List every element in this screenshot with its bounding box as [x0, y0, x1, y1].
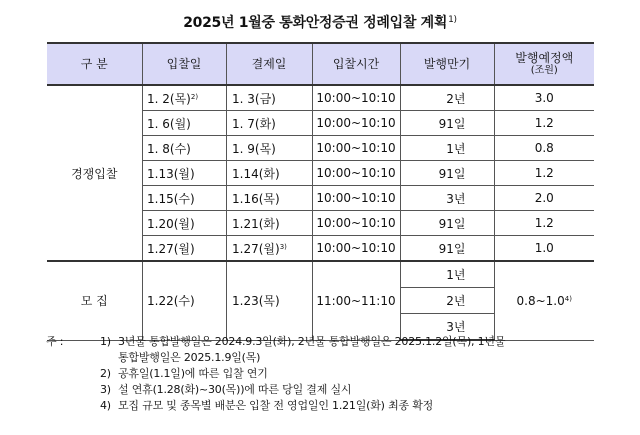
amount-cell: 3.0 [494, 85, 594, 111]
offering-bid-date: 1.22(수) [142, 261, 226, 340]
bid-time-cell: 10:00~10:10 [312, 136, 400, 161]
footnote-lead: 주 : [46, 335, 64, 348]
footnotes [46, 334, 616, 414]
amount-cell: 1.2 [494, 211, 594, 236]
title-footnote-mark: 1) [448, 15, 457, 25]
header-category: 구 분 [47, 43, 142, 85]
settle-date-cell: 1. 9(목) [226, 136, 312, 161]
table-header-row [47, 43, 594, 85]
header-bid-date: 입찰일 [142, 43, 226, 85]
settle-date-cell: 1. 3(금) [226, 85, 312, 111]
footnote-3: 3) 설 연휴(1.28(화)~30(목))에 따른 당일 결제 실시 [100, 383, 352, 396]
settle-date-cell: 1.16(목) [226, 186, 312, 211]
amount-cell: 2.0 [494, 186, 594, 211]
footnote-1: 주 : 1) 3년물 통합발행일은 2024.9.3일(화), 2년물 통합발행일은 2025.1.2일(목), 1년물 [46, 335, 506, 348]
table-row [47, 85, 594, 111]
header-settle-date: 결제일 [226, 43, 312, 85]
offering-amount: 0.8~1.0$^{4)}$ [494, 261, 594, 340]
bid-time-cell: 10:00~10:10 [312, 186, 400, 211]
header-amount-unit: (조원) [530, 65, 558, 76]
settle-date-cell: 1.27(월)$^{3)}$ [226, 236, 312, 262]
bid-date-cell: 1.20(월) [142, 211, 226, 236]
amount-cell: 1.2 [494, 161, 594, 186]
maturity-cell: 1년 [400, 136, 494, 161]
auction-schedule-table [47, 42, 594, 341]
bid-time-cell: 10:00~10:10 [312, 211, 400, 236]
header-bid-time: 입찰시간 [312, 43, 400, 85]
footnote-1-continued: 통합발행일은 2025.1.9일(목) [118, 351, 261, 364]
footnote-2: 2) 공휴일(1.1일)에 따른 입찰 연기 [100, 367, 268, 380]
bid-date-cell: 1.13(월) [142, 161, 226, 186]
maturity-cell: 91일 [400, 236, 494, 262]
header-maturity: 발행만기 [400, 43, 494, 85]
bid-time-cell: 10:00~10:10 [312, 236, 400, 262]
bid-date-cell: 1.15(수) [142, 186, 226, 211]
bid-time-cell: 10:00~10:10 [312, 111, 400, 136]
offering-settle-date: 1.23(목) [226, 261, 312, 340]
settle-date-cell: 1. 7(화) [226, 111, 312, 136]
bid-time-cell: 10:00~10:10 [312, 161, 400, 186]
offering-bid-time: 11:00~11:10 [312, 261, 400, 340]
settle-date-cell: 1.14(화) [226, 161, 312, 186]
maturity-cell: 91일 [400, 211, 494, 236]
bid-date-cell: 1. 8(수) [142, 136, 226, 161]
offering-maturity-1y: 1년 [400, 261, 494, 288]
offering-maturity-3y: 3년 [400, 314, 494, 341]
header-amount [494, 43, 594, 85]
footnote-4: 4) 모집 규모 및 종목별 배분은 입찰 전 영업일인 1.21일(화) 최종 확정 [100, 399, 434, 412]
maturity-cell: 2년 [400, 85, 494, 111]
offering-label: 모 집 [47, 261, 142, 340]
amount-cell: 1.0 [494, 236, 594, 262]
bid-date-cell: 1. 6(월) [142, 111, 226, 136]
title-text: 2025년 1월중 통화안정증권 정례입찰 계획 [183, 15, 448, 31]
settle-date-cell: 1.21(화) [226, 211, 312, 236]
bid-date-cell: 1.27(월) [142, 236, 226, 262]
competitive-bid-label: 경쟁입찰 [47, 85, 142, 261]
maturity-cell: 3년 [400, 186, 494, 211]
amount-cell: 1.2 [494, 111, 594, 136]
bid-time-cell: 10:00~10:10 [312, 85, 400, 111]
bid-date-cell: 1. 2(목)$^{2)}$ [142, 85, 226, 111]
maturity-cell: 91일 [400, 111, 494, 136]
amount-cell: 0.8 [494, 136, 594, 161]
header-amount-label: 발행예정액 [515, 51, 574, 65]
table-row [47, 261, 594, 288]
page-title [0, 12, 640, 32]
offering-maturity-2y: 2년 [400, 288, 494, 314]
maturity-cell: 91일 [400, 161, 494, 186]
